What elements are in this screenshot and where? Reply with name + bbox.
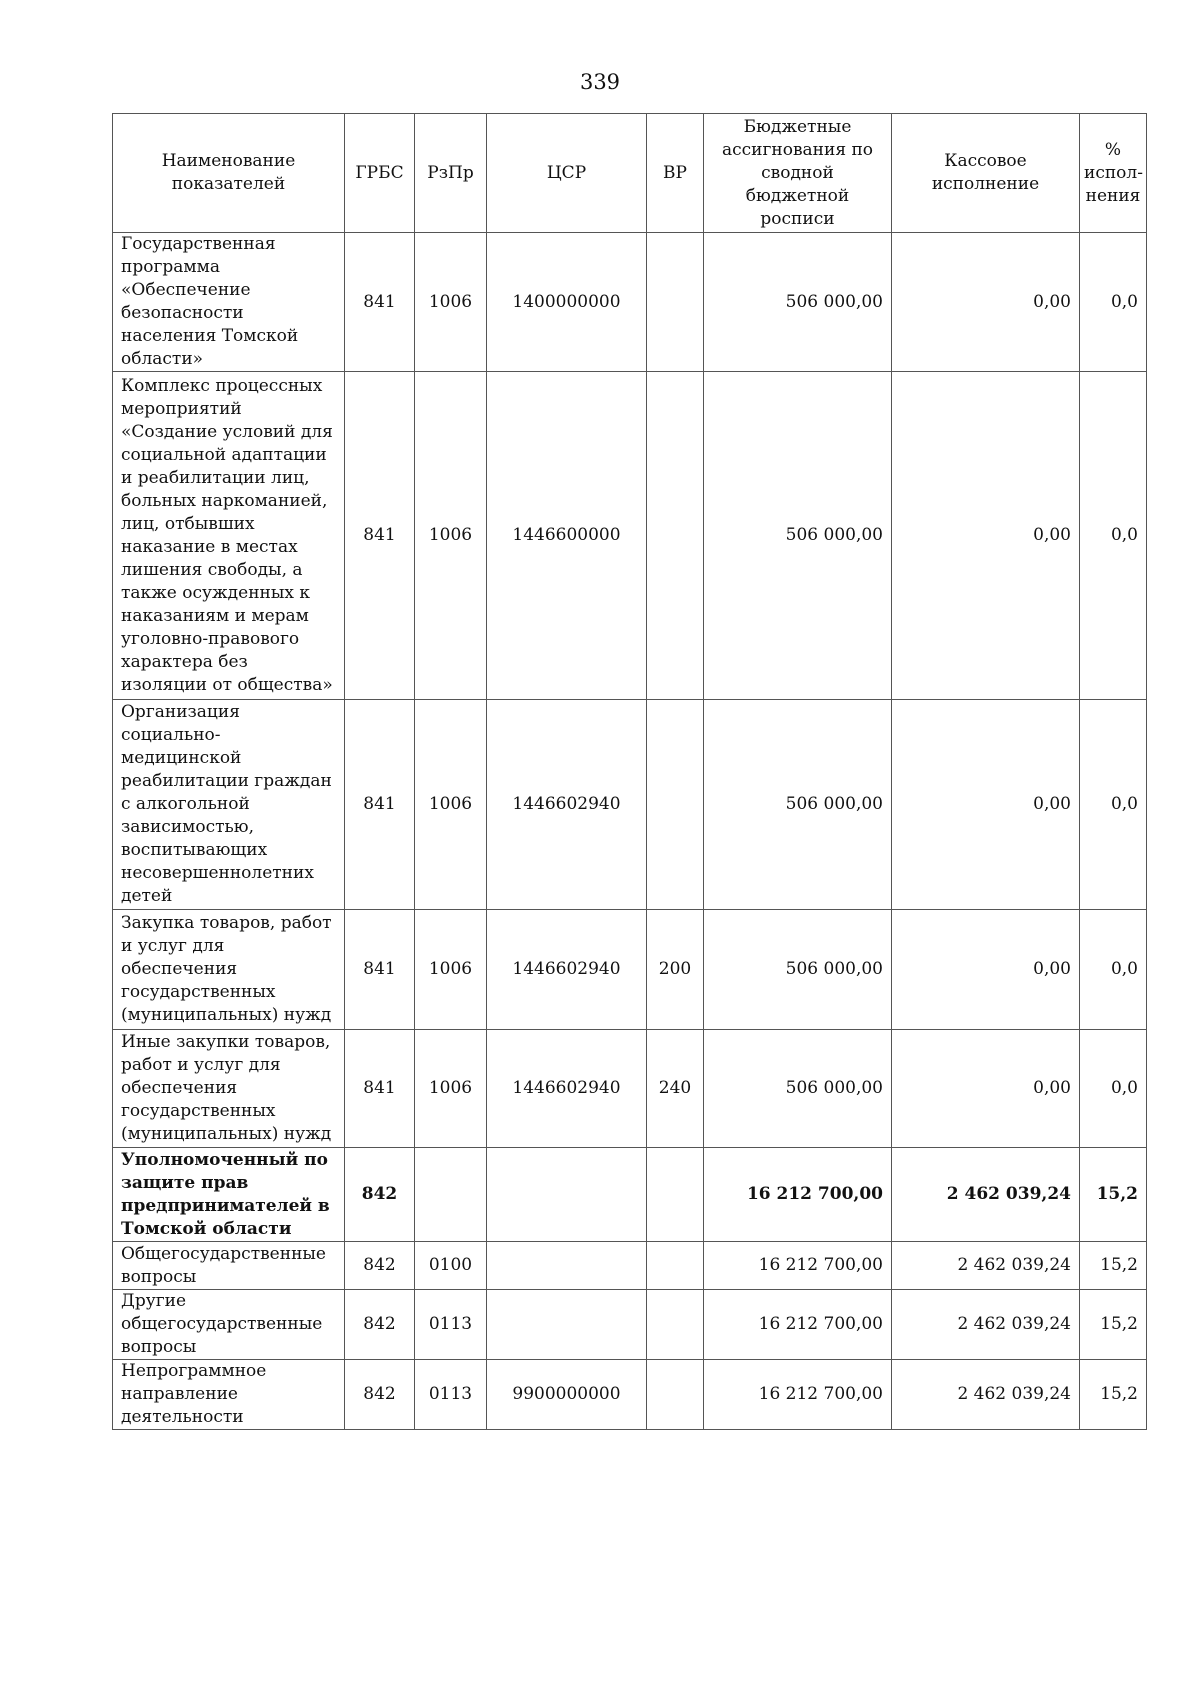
cell-budget: 506 000,00 <box>704 233 892 372</box>
cell-name: Общегосударственные вопросы <box>113 1242 345 1290</box>
cell-cash: 0,00 <box>892 233 1080 372</box>
table-row <box>113 1290 1147 1360</box>
cell-vr <box>647 1290 704 1360</box>
cell-rzpr: 1006 <box>415 1030 487 1148</box>
cell-cash: 0,00 <box>892 372 1080 700</box>
cell-vr <box>647 1360 704 1430</box>
cell-csr: 9900000000 <box>487 1360 647 1430</box>
cell-budget: 16 212 700,00 <box>704 1290 892 1360</box>
cell-name: Государственная программа «Обеспечение безопасности населения Томской области» <box>113 233 345 372</box>
cell-budget: 506 000,00 <box>704 910 892 1030</box>
cell-vr: 240 <box>647 1030 704 1148</box>
page-number: 339 <box>579 70 621 94</box>
cell-vr <box>647 372 704 700</box>
cell-vr <box>647 233 704 372</box>
cell-vr: 200 <box>647 910 704 1030</box>
cell-pct: 0,0 <box>1080 233 1147 372</box>
cell-budget: 16 212 700,00 <box>704 1148 892 1242</box>
cell-grbs: 841 <box>345 233 415 372</box>
cell-name: Другие общегосударственные вопросы <box>113 1290 345 1360</box>
cell-grbs: 841 <box>345 372 415 700</box>
cell-name: Уполномоченный по защите прав предпринимателей в Томской области <box>113 1148 345 1242</box>
cell-budget: 16 212 700,00 <box>704 1242 892 1290</box>
cell-csr: 1446602940 <box>487 700 647 910</box>
cell-cash: 0,00 <box>892 700 1080 910</box>
cell-pct: 0,0 <box>1080 700 1147 910</box>
cell-rzpr: 1006 <box>415 700 487 910</box>
cell-cash: 0,00 <box>892 1030 1080 1148</box>
cell-pct: 15,2 <box>1080 1360 1147 1430</box>
cell-grbs: 841 <box>345 700 415 910</box>
cell-grbs: 841 <box>345 1030 415 1148</box>
table-header-row <box>113 114 1147 233</box>
cell-grbs: 842 <box>345 1148 415 1242</box>
cell-pct: 15,2 <box>1080 1242 1147 1290</box>
cell-rzpr: 0113 <box>415 1290 487 1360</box>
cell-rzpr: 1006 <box>415 910 487 1030</box>
cell-cash: 2 462 039,24 <box>892 1360 1080 1430</box>
cell-csr: 1400000000 <box>487 233 647 372</box>
header-csr: ЦСР <box>487 114 647 233</box>
cell-name: Организация социально-медицинской реабилитации граждан с алкогольной зависимостью, воспитывающих несовершеннолетних детей <box>113 700 345 910</box>
budget-execution-table <box>112 113 1147 1430</box>
cell-csr: 1446600000 <box>487 372 647 700</box>
table-row <box>113 910 1147 1030</box>
cell-rzpr: 0100 <box>415 1242 487 1290</box>
cell-grbs: 841 <box>345 910 415 1030</box>
cell-csr: 1446602940 <box>487 1030 647 1148</box>
cell-csr <box>487 1290 647 1360</box>
cell-csr <box>487 1242 647 1290</box>
table-row <box>113 700 1147 910</box>
header-pct: % испол-нения <box>1080 114 1147 233</box>
header-vr: ВР <box>647 114 704 233</box>
cell-vr <box>647 700 704 910</box>
cell-name: Непрограммное направление деятельности <box>113 1360 345 1430</box>
table-row <box>113 1030 1147 1148</box>
cell-rzpr: 0113 <box>415 1360 487 1430</box>
table-row <box>113 233 1147 372</box>
header-budget: Бюджетные ассигнования по сводной бюджетной росписи <box>704 114 892 233</box>
cell-grbs: 842 <box>345 1242 415 1290</box>
header-grbs: ГРБС <box>345 114 415 233</box>
cell-name: Закупка товаров, работ и услуг для обеспечения государственных (муниципальных) нужд <box>113 910 345 1030</box>
cell-budget: 16 212 700,00 <box>704 1360 892 1430</box>
cell-pct: 15,2 <box>1080 1148 1147 1242</box>
cell-name: Комплекс процессных мероприятий «Создание условий для социальной адаптации и реабилитации лиц, больных наркоманией, лиц, отбывших наказание в местах лишения свободы, а также осужденных к наказаниям и мерам уголовно-правового характера без изоляции от общества» <box>113 372 345 700</box>
cell-budget: 506 000,00 <box>704 372 892 700</box>
header-name: Наименование показателей <box>113 114 345 233</box>
cell-pct: 15,2 <box>1080 1290 1147 1360</box>
cell-cash: 2 462 039,24 <box>892 1242 1080 1290</box>
cell-pct: 0,0 <box>1080 910 1147 1030</box>
cell-rzpr: 1006 <box>415 233 487 372</box>
cell-rzpr <box>415 1148 487 1242</box>
header-cash: Кассовое исполнение <box>892 114 1080 233</box>
cell-pct: 0,0 <box>1080 1030 1147 1148</box>
cell-pct: 0,0 <box>1080 372 1147 700</box>
cell-grbs: 842 <box>345 1360 415 1430</box>
cell-csr: 1446602940 <box>487 910 647 1030</box>
cell-budget: 506 000,00 <box>704 1030 892 1148</box>
cell-grbs: 842 <box>345 1290 415 1360</box>
cell-csr <box>487 1148 647 1242</box>
cell-cash: 0,00 <box>892 910 1080 1030</box>
cell-vr <box>647 1242 704 1290</box>
header-rzpr: РзПр <box>415 114 487 233</box>
table-row <box>113 1360 1147 1430</box>
table-row <box>113 1148 1147 1242</box>
table-row <box>113 1242 1147 1290</box>
cell-cash: 2 462 039,24 <box>892 1290 1080 1360</box>
cell-budget: 506 000,00 <box>704 700 892 910</box>
cell-rzpr: 1006 <box>415 372 487 700</box>
cell-vr <box>647 1148 704 1242</box>
cell-name: Иные закупки товаров, работ и услуг для обеспечения государственных (муниципальных) нужд <box>113 1030 345 1148</box>
cell-cash: 2 462 039,24 <box>892 1148 1080 1242</box>
table-row <box>113 372 1147 700</box>
